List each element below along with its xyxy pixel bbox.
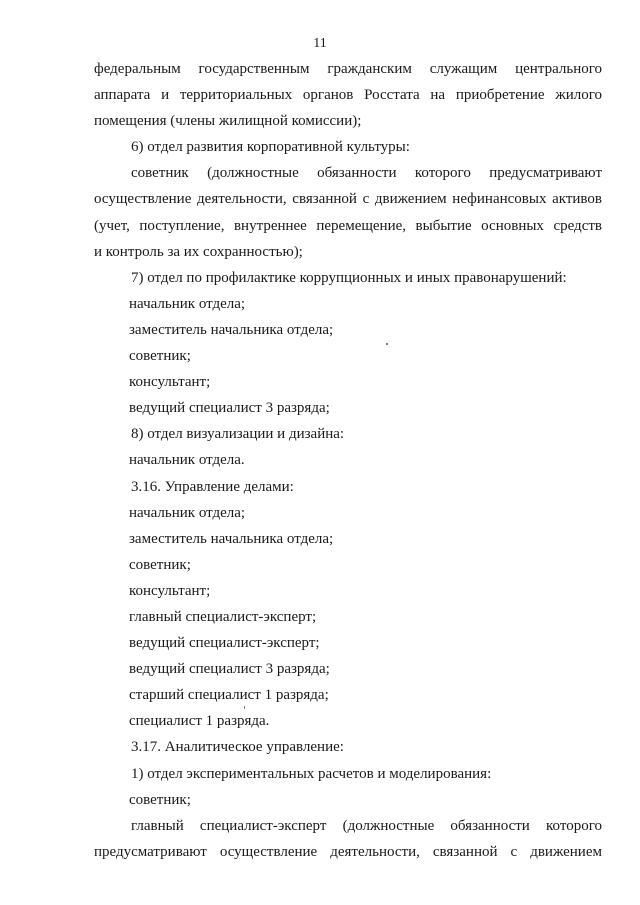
section-heading-3-16: 3.16. Управление делами: <box>131 478 294 495</box>
page-number: 11 <box>313 36 327 51</box>
text-line: осуществление деятельности, связанной с движением нефинансовых активов <box>94 191 602 208</box>
list-item: советник; <box>129 791 191 808</box>
list-item: ведущий специалист-эксперт; <box>129 635 320 652</box>
section-heading-3-17: 3.17. Аналитическое управление: <box>131 739 344 756</box>
section-heading-3-17-1: 1) отдел экспериментальных расчетов и моделирования: <box>131 765 492 782</box>
text-line: аппарата и территориальных органов Росстата на приобретение жилого <box>94 87 602 104</box>
list-item: главный специалист-эксперт; <box>129 608 317 625</box>
text-line: главный специалист-эксперт (должностные обязанности которого <box>131 817 602 834</box>
section-heading-6: 6) отдел развития корпоративной культуры: <box>131 139 410 156</box>
list-item: ведущий специалист 3 разряда; <box>129 400 330 417</box>
document-body <box>94 56 602 865</box>
list-item: начальник отдела. <box>129 452 245 469</box>
list-item: советник; <box>129 556 191 573</box>
scan-speck <box>244 706 245 709</box>
list-item: консультант; <box>129 374 211 391</box>
list-item: заместитель начальника отдела; <box>129 321 334 338</box>
section-heading-8: 8) отдел визуализации и дизайна: <box>131 426 345 443</box>
list-item: старший специалист 1 разряда; <box>129 687 329 704</box>
list-item: начальник отдела; <box>129 295 246 312</box>
text-line: помещения (члены жилищной комиссии); <box>94 113 362 130</box>
list-item: специалист 1 разряда. <box>129 713 270 730</box>
text-line: советник (должностные обязанности которого предусматривают <box>131 165 602 182</box>
text-line: федеральным государственным гражданским служащим центрального <box>94 61 602 77</box>
scan-speck <box>386 343 388 345</box>
text-line: и контроль за их сохранностью); <box>94 243 303 260</box>
list-item: консультант; <box>129 582 211 599</box>
list-item: советник; <box>129 348 191 365</box>
list-item: заместитель начальника отдела; <box>129 530 334 547</box>
list-item: начальник отдела; <box>129 504 246 521</box>
section-heading-7: 7) отдел по профилактике коррупционных и иных правонарушений: <box>131 269 567 286</box>
text-line: (учет, поступление, внутреннее перемещение, выбытие основных средств <box>94 217 602 234</box>
text-line: предусматривают осуществление деятельности, связанной с движением <box>94 843 602 860</box>
list-item: ведущий специалист 3 разряда; <box>129 661 330 678</box>
